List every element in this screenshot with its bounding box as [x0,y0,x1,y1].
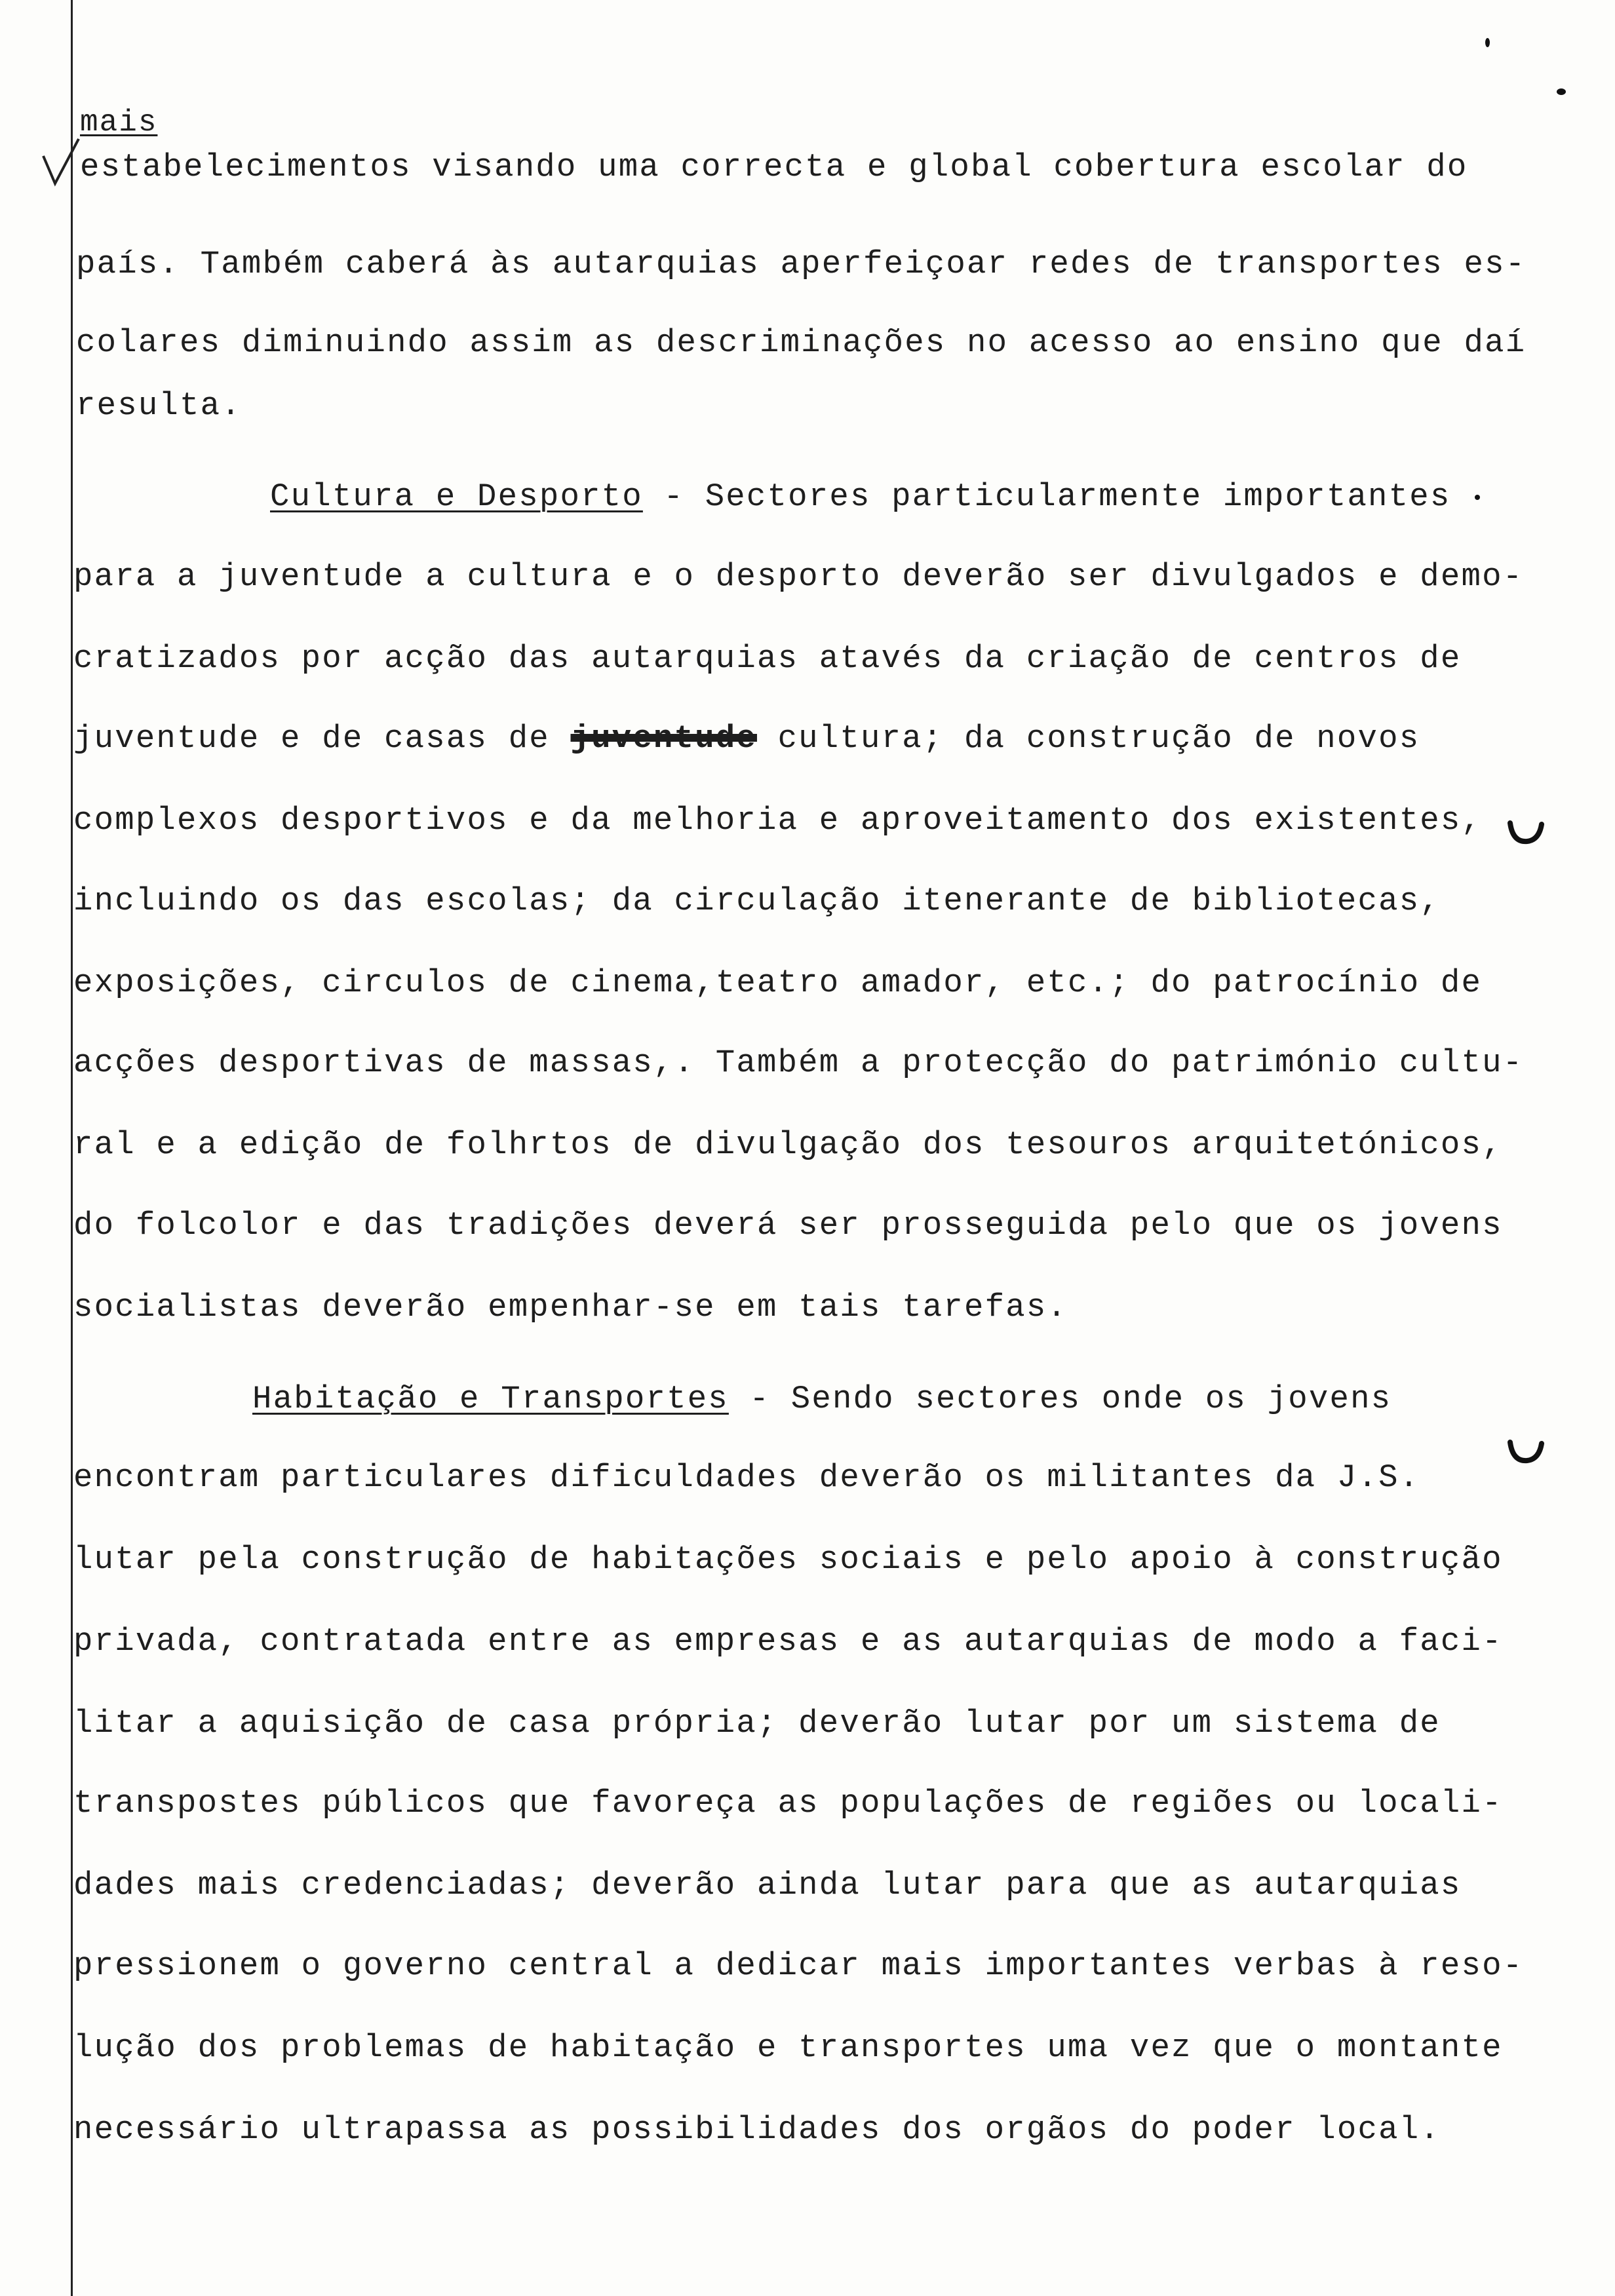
p3-line-10: necessário ultrapassa as possibilidades dos orgãos do poder local. [73,2111,1441,2148]
p1-line-4: resulta. [76,387,242,424]
p3-line-3: lutar pela construção de habitações sociais e pelo apoio à construção [73,1541,1503,1578]
p3-line-2: encontram particulares dificuldades deverão os militantes da J.S. [73,1459,1420,1496]
speck-mark [1475,495,1480,500]
p2-line-4 [73,719,1420,758]
p2-line-11: socialistas deverão empenhar-se em tais tarefas. [73,1289,1068,1326]
binding-mark-icon [1508,1438,1544,1464]
p2-line-5: complexos desportivos e da melhoria e aproveitamento dos existentes, [73,802,1483,839]
p1-line-2: país. Também caberá às autarquias aperfeiçoar redes de transportes es- [76,246,1527,282]
p2-line-4-start: juventude e de casas de [73,720,571,757]
p3-line-8: pressionem o governo central a dedicar mais importantes verbas à reso- [73,1947,1524,1984]
p3-line-6: transpostes públicos que favoreça as populações de regiões ou locali- [73,1785,1503,1822]
p2-line-1: - Sectores particularmente importantes [642,478,1451,515]
p2-heading: Cultura e Desporto [270,478,643,515]
speck-mark [1485,38,1490,47]
speck-mark [1557,88,1566,95]
p2-line-10: do folcolor e das tradições deverá ser prosseguida pelo que os jovens [73,1207,1503,1244]
p1-line-3: colares diminuindo assim as descriminações no acesso ao ensino que daí [76,324,1527,361]
p2-line-8: acções desportivas de massas,. Também a protecção do património cultu- [73,1044,1524,1081]
p2-heading-line [270,477,1450,516]
left-margin-rule [71,0,73,2296]
p3-line-4: privada, contratada entre as empresas e as autarquias de modo a faci- [73,1623,1503,1660]
p2-line-6: incluindo os das escolas; da circulação itenerante de bibliotecas, [73,883,1441,919]
p2-line-7: exposições, circulos de cinema,teatro amador, etc.; do patrocínio de [73,965,1483,1001]
insert-note: mais [80,105,158,140]
p1-line-1: estabelecimentos visando uma correcta e global cobertura escolar do [80,149,1468,185]
p2-line-3: cratizados por acção das autarquias atavés da criação de centros de [73,640,1462,677]
p3-line-9: lução dos problemas de habitação e transportes uma vez que o montante [73,2029,1503,2066]
p2-line-2: para a juventude a cultura e o desporto deverão ser divulgados e demo- [73,558,1524,595]
p2-line-4-tail: cultura; da construção de novos [756,720,1420,757]
p3-heading-line [252,1379,1391,1419]
insertion-check-icon [41,138,80,190]
binding-mark-icon [1508,819,1544,845]
p3-line-5: litar a aquisição de casa própria; deverão lutar por um sistema de [73,1705,1441,1742]
p3-line-1: - Sendo sectores onde os jovens [728,1381,1392,1417]
p3-heading: Habitação e Transportes [252,1381,729,1417]
p3-line-7: dades mais credenciadas; deverão ainda lutar para que as autarquias [73,1867,1462,1904]
p2-line-9: ral e a edição de folhrtos de divulgação dos tesouros arquitetónicos, [73,1126,1503,1163]
struck-word: juventude [570,720,757,757]
